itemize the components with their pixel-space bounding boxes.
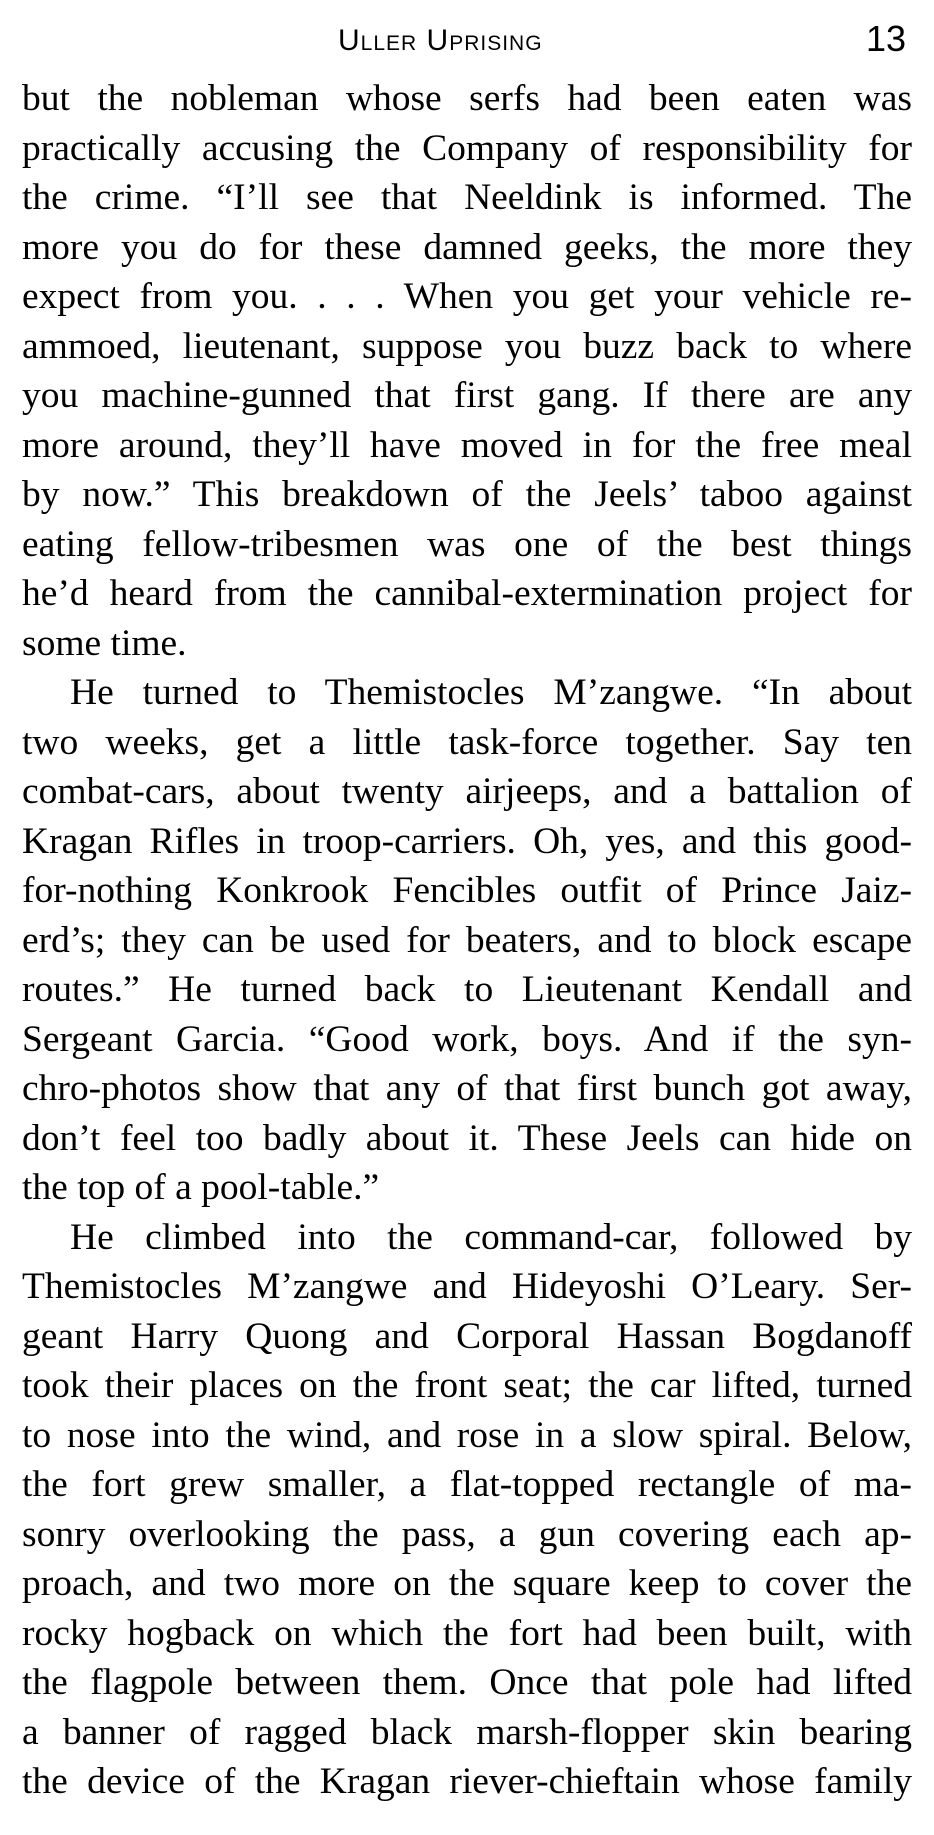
- text-line: erd’s; they can be used for beaters, and to block escape: [22, 919, 912, 961]
- text-line: eating fellow-tribesmen was one of the best things: [22, 523, 912, 565]
- text-line: ammoed, lieutenant, suppose you buzz back to where: [22, 325, 912, 367]
- text-line: he’d heard from the cannibal-extermination project for: [22, 573, 912, 614]
- text-line: the fort grew smaller, a flat-topped rectangle of ma-: [22, 1464, 912, 1505]
- text-line: but the nobleman whose serfs had been eaten was: [22, 78, 912, 119]
- book-title: Uller Uprising: [338, 24, 543, 57]
- text-line: took their places on the front seat; the car lifted, turned: [22, 1365, 912, 1406]
- text-line: two weeks, get a little task-force together. Say ten: [22, 721, 912, 763]
- text-line: for-nothing Konkrook Fencibles outfit of Prince Jaiz-: [22, 870, 912, 911]
- text-line: the flagpole between them. Once that pole had lifted: [22, 1662, 912, 1703]
- text-line: by now.” This breakdown of the Jeels’ taboo against: [22, 474, 912, 515]
- body-text: [22, 74, 912, 1807]
- text-line: Sergeant Garcia. “Good work, boys. And if the syn-: [22, 1018, 912, 1060]
- text-line: sonry overlooking the pass, a gun covering each ap-: [22, 1513, 912, 1555]
- page-number: 13: [865, 18, 906, 59]
- text-line: routes.” He turned back to Lieutenant Kendall and: [22, 969, 912, 1010]
- text-line: geant Harry Quong and Corporal Hassan Bogdanoff: [22, 1315, 912, 1357]
- text-line: proach, and two more on the square keep to cover the: [22, 1563, 912, 1604]
- text-line: the crime. “I’ll see that Neeldink is informed. The: [22, 177, 912, 218]
- text-line: the device of the Kragan riever-chieftain whose family: [22, 1761, 912, 1802]
- text-line: don’t feel too badly about it. These Jeels can hide on: [22, 1117, 912, 1159]
- text-line: more you do for these damned geeks, the more they: [22, 226, 912, 268]
- text-line: He turned to Themistocles M’zangwe. “In about: [70, 672, 912, 713]
- text-line: the top of a pool-table.”: [22, 1167, 380, 1208]
- text-line: a banner of ragged black marsh-flopper skin bearing: [22, 1711, 912, 1753]
- text-line: He climbed into the command-car, followed by: [70, 1216, 912, 1258]
- text-line: some time.: [22, 622, 187, 664]
- text-line: rocky hogback on which the fort had been built, with: [22, 1612, 912, 1654]
- text-line: Kragan Rifles in troop-carriers. Oh, yes, and this good-: [22, 820, 912, 862]
- text-line: more around, they’ll have moved in for the free meal: [22, 424, 912, 466]
- text-line: chro-photos show that any of that first bunch got away,: [22, 1068, 912, 1109]
- text-line: to nose into the wind, and rose in a slow spiral. Below,: [22, 1414, 912, 1456]
- running-head: [0, 18, 934, 68]
- text-line: expect from you. . . . When you get your vehicle re-: [22, 276, 912, 317]
- text-line: Themistocles M’zangwe and Hideyoshi O’Leary. Ser-: [22, 1266, 912, 1307]
- text-line: practically accusing the Company of responsibility for: [22, 127, 912, 169]
- text-line: combat-cars, about twenty airjeeps, and a battalion of: [22, 771, 912, 812]
- text-line: you machine-gunned that first gang. If there are any: [22, 375, 912, 416]
